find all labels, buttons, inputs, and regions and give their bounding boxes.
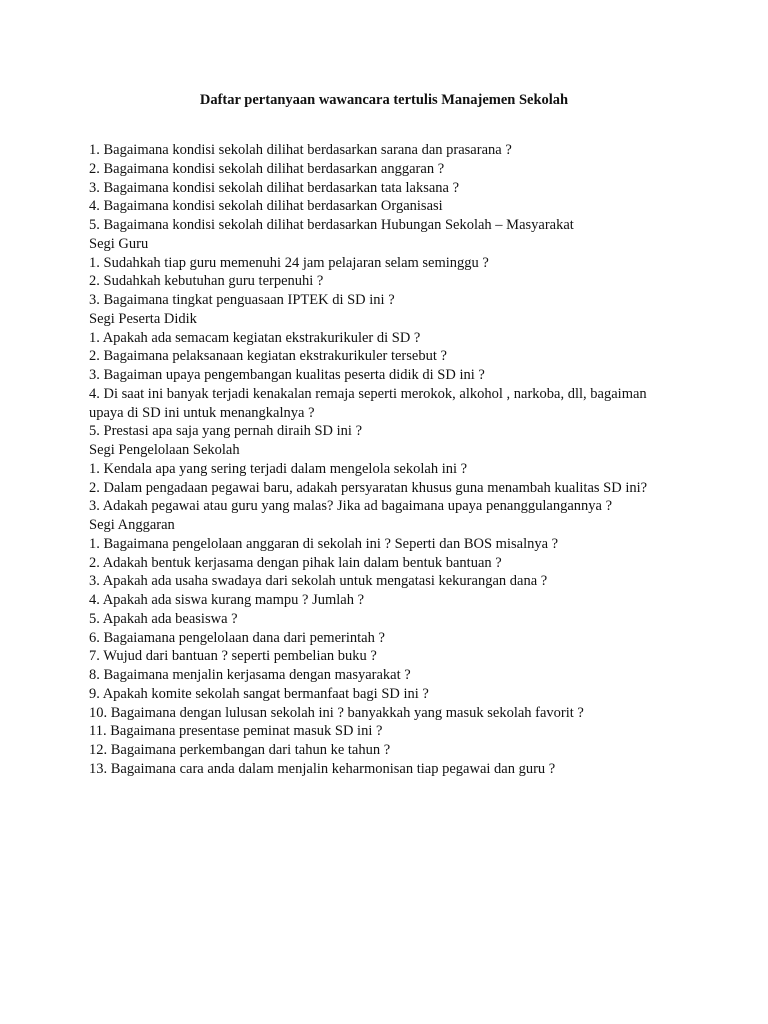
question-line: 10. Bagaimana dengan lulusan sekolah ini ? banyakkah yang masuk sekolah favorit ? (89, 704, 584, 721)
section-heading: Segi Peserta Didik (89, 310, 197, 327)
question-line: 1. Kendala apa yang sering terjadi dalam mengelola sekolah ini ? (89, 460, 468, 477)
question-line: 1. Bagaimana kondisi sekolah dilihat berdasarkan sarana dan prasarana ? (89, 142, 512, 158)
question-line: 12. Bagaimana perkembangan dari tahun ke tahun ? (89, 742, 391, 758)
question-line: 3. Bagaimana tingkat penguasaan IPTEK di SD ini ? (89, 292, 395, 308)
question-line: 5. Bagaimana kondisi sekolah dilihat berdasarkan Hubungan Sekolah – Masyarakat (89, 217, 574, 233)
section-heading: Segi Anggaran (89, 517, 175, 533)
question-line: 11. Bagaimana presentase peminat masuk SD ini ? (89, 723, 383, 740)
question-line: 13. Bagaimana cara anda dalam menjalin keharmonisan tiap pegawai dan guru ? (89, 760, 556, 777)
section-heading: Segi Pengelolaan Sekolah (89, 442, 240, 458)
question-line: 2. Sudahkah kebutuhan guru terpenuhi ? (89, 273, 324, 290)
question-line: 2. Adakah bentuk kerjasama dengan pihak lain dalam bentuk bantuan ? (89, 554, 502, 571)
question-line: 4. Di saat ini banyak terjadi kenakalan remaja seperti merokok, alkohol , narkoba, dll, bagaiman (89, 385, 647, 402)
document-body (89, 141, 709, 779)
question-line: 9. Apakah komite sekolah sangat bermanfaat bagi SD ini ? (89, 685, 429, 702)
question-line: 5. Prestasi apa saja yang pernah diraih SD ini ? (89, 423, 363, 440)
question-line: 5. Apakah ada beasiswa ? (89, 610, 238, 627)
question-line: 1. Apakah ada semacam kegiatan ekstrakurikuler di SD ? (89, 329, 421, 346)
question-line: 4. Bagaimana kondisi sekolah dilihat berdasarkan Organisasi (89, 198, 443, 215)
question-line: 6. Bagaiamana pengelolaan dana dari pemerintah ? (89, 629, 385, 646)
section-heading: Segi Guru (89, 235, 149, 252)
question-line: 3. Bagaimana kondisi sekolah dilihat berdasarkan tata laksana ? (89, 179, 460, 196)
question-line: 2. Dalam pengadaan pegawai baru, adakah persyaratan khusus guna menambah kualitas SD ini? (89, 479, 648, 496)
question-line-continuation: upaya di SD ini untuk menangkalnya ? (89, 404, 315, 421)
question-line: 1. Sudahkah tiap guru memenuhi 24 jam pelajaran selam seminggu ? (89, 254, 489, 271)
question-line: 2. Bagaimana pelaksanaan kegiatan ekstrakurikuler tersebut ? (89, 348, 447, 365)
question-line: 3. Adakah pegawai atau guru yang malas? Jika ad bagaimana upaya penanggulangannya ? (89, 498, 613, 515)
question-line: 2. Bagaimana kondisi sekolah dilihat berdasarkan anggaran ? (89, 160, 445, 177)
document-title: Daftar pertanyaan wawancara tertulis Manajemen Sekolah (199, 92, 569, 108)
question-line: 3. Apakah ada usaha swadaya dari sekolah untuk mengatasi kekurangan dana ? (89, 573, 548, 590)
question-line: 1. Bagaimana pengelolaan anggaran di sekolah ini ? Seperti dan BOS misalnya ? (89, 535, 559, 552)
question-line: 8. Bagaimana menjalin kerjasama dengan masyarakat ? (89, 667, 411, 683)
question-line: 7. Wujud dari bantuan ? seperti pembelian buku ? (89, 648, 377, 665)
question-line: 4. Apakah ada siswa kurang mampu ? Jumlah ? (89, 592, 365, 608)
question-line: 3. Bagaiman upaya pengembangan kualitas peserta didik di SD ini ? (89, 367, 485, 383)
